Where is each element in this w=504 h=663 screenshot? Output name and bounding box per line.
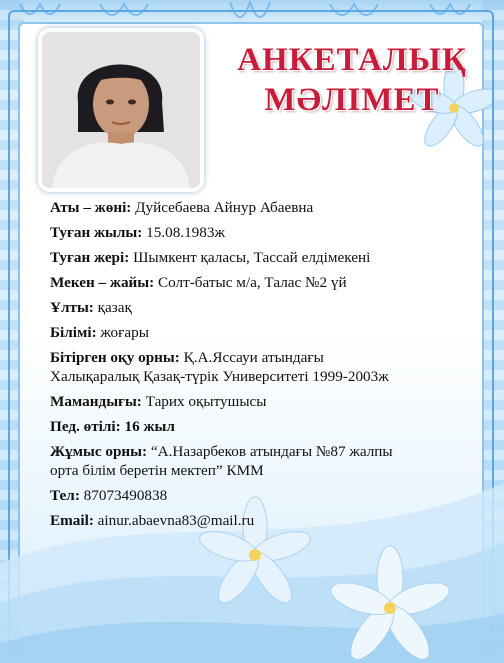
page-title [222, 42, 482, 118]
field-value: Дуйсебаева Айнур Абаевна [135, 199, 314, 216]
field-value: Шымкент қаласы, Тассай елдімекені [133, 249, 371, 266]
field-value: Қ.А.Яссауи атындағы [183, 349, 324, 366]
field-value: Солт-батыс м/а, Талас №2 үй [158, 274, 347, 291]
profile-fields [50, 198, 470, 530]
field-value: “А.Назарбеков атындағы №87 жалпы [150, 443, 393, 460]
field-label: Мекен – жайы: [50, 274, 155, 291]
field-label: Ұлты: [50, 299, 94, 316]
field-teaching-experience [50, 417, 470, 436]
field-fullname [50, 198, 470, 217]
field-value: 87073490838 [83, 487, 168, 504]
field-graduated-institution [50, 348, 470, 386]
field-value-line2: орта білім беретін мектеп” КММ [50, 462, 264, 479]
field-value: Тарих оқытушысы [145, 393, 267, 410]
field-value: қазақ [97, 299, 132, 316]
field-value: жоғары [100, 324, 149, 341]
field-value-line2: Халықаралық Қазақ-түрік Университеті 1999-2003ж [50, 368, 389, 385]
title-line2: МӘЛІМЕТ [264, 82, 440, 118]
person-portrait-icon [42, 32, 200, 188]
field-label: Жұмыс орны: [50, 443, 148, 460]
field-birthplace [50, 248, 470, 267]
field-email [50, 511, 470, 530]
field-specialty [50, 392, 470, 411]
field-value: 16 жыл [124, 418, 175, 435]
field-label: Пед. өтілі: [50, 418, 121, 435]
field-phone [50, 486, 470, 505]
field-label: Туған жылы: [50, 224, 143, 241]
portrait-photo [38, 28, 204, 192]
field-birth-year [50, 223, 470, 242]
title-line1: АНКЕТАЛЫҚ [237, 42, 467, 78]
field-label: Туған жері: [50, 249, 130, 266]
email-link[interactable]: ainur.abaevna83@mail.ru [97, 512, 255, 529]
field-label: Email: [50, 512, 94, 529]
field-workplace [50, 442, 470, 480]
field-label: Тел: [50, 487, 80, 504]
field-address [50, 273, 470, 292]
field-label: Білімі: [50, 324, 97, 341]
field-value: 15.08.1983ж [146, 224, 225, 241]
field-education [50, 323, 470, 342]
field-label: Бітірген оқу орны: [50, 349, 180, 366]
field-label: Аты – жөні: [50, 199, 132, 216]
field-label: Мамандығы: [50, 393, 142, 410]
field-nationality [50, 298, 470, 317]
